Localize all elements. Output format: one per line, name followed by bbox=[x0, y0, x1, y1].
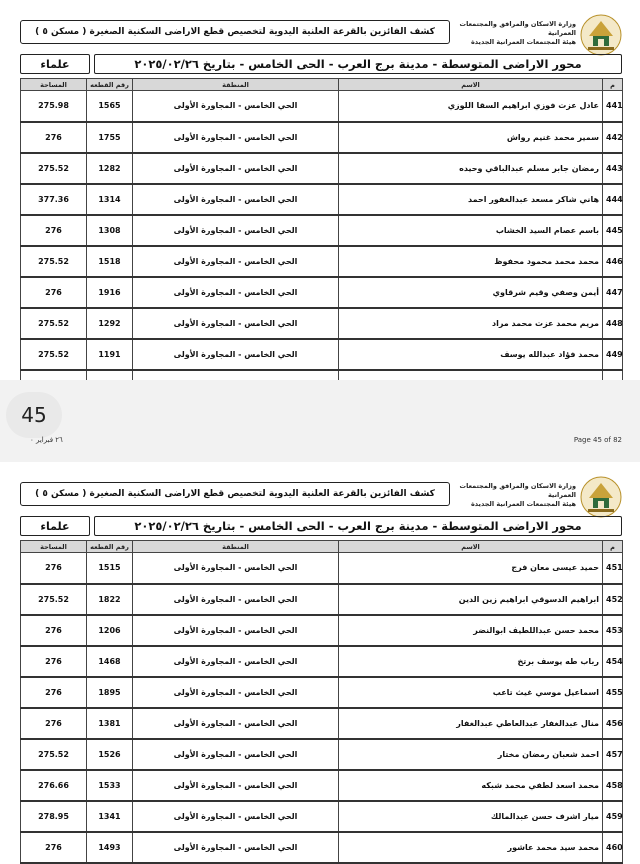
plot-cell: 1755 bbox=[87, 122, 133, 153]
serial-cell: 455 bbox=[603, 677, 623, 708]
zone-cell: الحي الخامس - المجاورة الأولى bbox=[133, 246, 339, 277]
table-row bbox=[21, 184, 623, 215]
table-row bbox=[21, 246, 623, 277]
zone-cell: الحي الخامس - المجاورة الأولى bbox=[133, 801, 339, 832]
zone-cell: الحي الخامس - المجاورة الأولى bbox=[133, 277, 339, 308]
table-row bbox=[21, 801, 623, 832]
zone-cell: الحي الخامس - المجاورة الأولى bbox=[133, 584, 339, 615]
table-row bbox=[21, 215, 623, 246]
zone-cell: الحي الخامس - المجاورة الأولى bbox=[133, 708, 339, 739]
col-zone-header: المنطقة bbox=[133, 79, 339, 91]
zone-cell: الحي الخامس - المجاورة الأولى bbox=[133, 153, 339, 184]
table-row bbox=[21, 770, 623, 801]
zone-cell: الحي الخامس - المجاورة الأولى bbox=[133, 770, 339, 801]
page-header bbox=[20, 18, 622, 52]
area-cell: 276 bbox=[21, 277, 87, 308]
ministry-line: وزارة الاسكان والمرافق والمجتمعات العمرانية bbox=[459, 482, 576, 499]
table-row bbox=[21, 739, 623, 770]
plot-cell: 1533 bbox=[87, 770, 133, 801]
axis-row bbox=[20, 516, 622, 536]
plot-cell: 1206 bbox=[87, 615, 133, 646]
table-row bbox=[21, 677, 623, 708]
table-row bbox=[21, 277, 623, 308]
name-cell: رمضان جابر مسلم عبدالباقي وحيده bbox=[339, 153, 603, 184]
plot-cell: 1565 bbox=[87, 91, 133, 122]
zone-cell: الحي الخامس - المجاورة الأولى bbox=[133, 832, 339, 863]
area-cell: 275.52 bbox=[21, 584, 87, 615]
plot-cell: 1308 bbox=[87, 215, 133, 246]
plot-cell: 1518 bbox=[87, 246, 133, 277]
table-row bbox=[21, 122, 623, 153]
ministry-line: وزارة الاسكان والمرافق والمجتمعات العمرانية bbox=[459, 20, 576, 37]
table-row bbox=[21, 708, 623, 739]
zone-cell: الحي الخامس - المجاورة الأولى bbox=[133, 215, 339, 246]
name-cell: محمد سيد محمد عاشور bbox=[339, 832, 603, 863]
zone-cell: الحي الخامس - المجاورة الأولى bbox=[133, 739, 339, 770]
page-header bbox=[20, 480, 622, 514]
name-cell: اسماعيل موسي غيث تاعب bbox=[339, 677, 603, 708]
name-cell: محمد حسن عبداللطيف ابوالنضر bbox=[339, 615, 603, 646]
area-cell: 276 bbox=[21, 677, 87, 708]
plot-cell: 1468 bbox=[87, 646, 133, 677]
serial-cell: 454 bbox=[603, 646, 623, 677]
table-row bbox=[21, 308, 623, 339]
zone-cell: الحي الخامس - المجاورة الأولى bbox=[133, 553, 339, 584]
plot-cell: 1916 bbox=[87, 277, 133, 308]
col-name-header: الاسم bbox=[339, 79, 603, 91]
serial-cell: 451 bbox=[603, 553, 623, 584]
col-plot-header: رقم القطعه bbox=[87, 541, 133, 553]
area-cell: 275.52 bbox=[21, 739, 87, 770]
area-cell: 276 bbox=[21, 553, 87, 584]
area-cell: 275.52 bbox=[21, 339, 87, 370]
zone-cell: الحي الخامس - المجاورة الأولى bbox=[133, 646, 339, 677]
ministry-name bbox=[456, 482, 576, 509]
name-cell: باسم عصام السيد الخشاب bbox=[339, 215, 603, 246]
name-cell: ميار اشرف حسن عبدالمالك bbox=[339, 801, 603, 832]
plot-cell: 1341 bbox=[87, 801, 133, 832]
area-cell: 275.98 bbox=[21, 91, 87, 122]
serial-cell: 441 bbox=[603, 91, 623, 122]
axis-title: محور الاراضى المتوسطة - مدينة برج العرب - الحى الخامس - بتاريخ ٢٠٢٥/٠٢/٢٦ bbox=[94, 516, 622, 536]
zone-cell: الحي الخامس - المجاورة الأولى bbox=[133, 339, 339, 370]
plot-cell: 1515 bbox=[87, 553, 133, 584]
table-row bbox=[21, 339, 623, 370]
winners-table bbox=[20, 78, 623, 402]
area-cell: 276 bbox=[21, 832, 87, 863]
col-num-header: م bbox=[603, 79, 623, 91]
report-title: كشف الفائزين بالقرعة العلنية اليدوية لتخصيص قطع الاراضى السكنية الصغيرة ( مسكن ٥ ) bbox=[20, 482, 450, 506]
ministry-logo bbox=[580, 14, 622, 56]
zone-cell: الحي الخامس - المجاورة الأولى bbox=[133, 184, 339, 215]
table-header-row bbox=[21, 541, 623, 553]
name-cell: منال عبدالغفار عبدالعاطي عبدالغفار bbox=[339, 708, 603, 739]
area-cell: 276 bbox=[21, 708, 87, 739]
axis-title: محور الاراضى المتوسطة - مدينة برج العرب - الحى الخامس - بتاريخ ٢٠٢٥/٠٢/٢٦ bbox=[94, 54, 622, 74]
table-row bbox=[21, 553, 623, 584]
serial-cell: 453 bbox=[603, 615, 623, 646]
name-cell: ابراهيم الدسوقي ابراهيم زين الدين bbox=[339, 584, 603, 615]
serial-cell: 452 bbox=[603, 584, 623, 615]
table-row bbox=[21, 153, 623, 184]
name-cell: رباب طه يوسف برتخ bbox=[339, 646, 603, 677]
serial-cell: 459 bbox=[603, 801, 623, 832]
authority-line: هيئة المجتمعات العمرانية الجديدة bbox=[470, 38, 576, 46]
area-cell: 276 bbox=[21, 122, 87, 153]
serial-cell: 458 bbox=[603, 770, 623, 801]
ministry-name bbox=[456, 20, 576, 47]
name-cell: احمد شعبان رمضان مختار bbox=[339, 739, 603, 770]
area-cell: 276.66 bbox=[21, 770, 87, 801]
serial-cell: 449 bbox=[603, 339, 623, 370]
document-page-2 bbox=[0, 462, 640, 852]
zone-cell: الحي الخامس - المجاورة الأولى bbox=[133, 677, 339, 708]
page-footer-date: ٢٦ فبراير ٠ bbox=[30, 436, 63, 444]
name-cell: مريم محمد عزت محمد مراد bbox=[339, 308, 603, 339]
name-cell: عادل عزت فوزي ابراهيم السقا اللوزي bbox=[339, 91, 603, 122]
plot-cell: 1292 bbox=[87, 308, 133, 339]
zone-cell: الحي الخامس - المجاورة الأولى bbox=[133, 122, 339, 153]
area-cell: 275.52 bbox=[21, 246, 87, 277]
table-row bbox=[21, 832, 623, 863]
name-cell: محمد فؤاد عبدالله يوسف bbox=[339, 339, 603, 370]
category-label: علماء bbox=[20, 516, 90, 536]
col-name-header: الاسم bbox=[339, 541, 603, 553]
serial-cell: 447 bbox=[603, 277, 623, 308]
table-row bbox=[21, 646, 623, 677]
plot-cell: 1191 bbox=[87, 339, 133, 370]
zone-cell: الحي الخامس - المجاورة الأولى bbox=[133, 615, 339, 646]
axis-row bbox=[20, 54, 622, 74]
table-row bbox=[21, 91, 623, 122]
document-page-1 bbox=[0, 0, 640, 380]
plot-cell: 1282 bbox=[87, 153, 133, 184]
area-cell: 275.52 bbox=[21, 308, 87, 339]
name-cell: محمد اسعد لطفي محمد شبكه bbox=[339, 770, 603, 801]
plot-cell: 1314 bbox=[87, 184, 133, 215]
col-zone-header: المنطقة bbox=[133, 541, 339, 553]
col-plot-header: رقم القطعه bbox=[87, 79, 133, 91]
name-cell: حميد عيسى معان فرج bbox=[339, 553, 603, 584]
serial-cell: 456 bbox=[603, 708, 623, 739]
serial-cell: 444 bbox=[603, 184, 623, 215]
name-cell: سمير محمد غنيم رواش bbox=[339, 122, 603, 153]
name-cell: أيمن وصفي وقيم شرقاوي bbox=[339, 277, 603, 308]
area-cell: 276 bbox=[21, 215, 87, 246]
serial-cell: 448 bbox=[603, 308, 623, 339]
table-row bbox=[21, 584, 623, 615]
area-cell: 278.95 bbox=[21, 801, 87, 832]
category-label: علماء bbox=[20, 54, 90, 74]
plot-cell: 1822 bbox=[87, 584, 133, 615]
serial-cell: 460 bbox=[603, 832, 623, 863]
authority-line: هيئة المجتمعات العمرانية الجديدة bbox=[470, 500, 576, 508]
area-cell: 276 bbox=[21, 615, 87, 646]
page-footer-counter: Page 45 of 82 bbox=[573, 436, 622, 444]
serial-cell: 442 bbox=[603, 122, 623, 153]
col-num-header: م bbox=[603, 541, 623, 553]
name-cell: هاني شاكر مسعد عبدالغفور احمد bbox=[339, 184, 603, 215]
serial-cell: 446 bbox=[603, 246, 623, 277]
area-cell: 276 bbox=[21, 646, 87, 677]
report-title: كشف الفائزين بالقرعة العلنية اليدوية لتخصيص قطع الاراضى السكنية الصغيرة ( مسكن ٥ ) bbox=[20, 20, 450, 44]
serial-cell: 443 bbox=[603, 153, 623, 184]
table-header-row bbox=[21, 79, 623, 91]
plot-cell: 1895 bbox=[87, 677, 133, 708]
col-area-header: المساحة bbox=[21, 79, 87, 91]
serial-cell: 445 bbox=[603, 215, 623, 246]
area-cell: 275.52 bbox=[21, 153, 87, 184]
plot-cell: 1381 bbox=[87, 708, 133, 739]
plot-cell: 1493 bbox=[87, 832, 133, 863]
zone-cell: الحي الخامس - المجاورة الأولى bbox=[133, 91, 339, 122]
page-number-badge[interactable]: 45 bbox=[6, 392, 62, 438]
table-row bbox=[21, 615, 623, 646]
page-gap bbox=[0, 380, 640, 462]
col-area-header: المساحة bbox=[21, 541, 87, 553]
zone-cell: الحي الخامس - المجاورة الأولى bbox=[133, 308, 339, 339]
winners-table bbox=[20, 540, 623, 864]
plot-cell: 1526 bbox=[87, 739, 133, 770]
ministry-logo bbox=[580, 476, 622, 518]
area-cell: 377.36 bbox=[21, 184, 87, 215]
name-cell: محمد محمد محمود محفوظ bbox=[339, 246, 603, 277]
serial-cell: 457 bbox=[603, 739, 623, 770]
